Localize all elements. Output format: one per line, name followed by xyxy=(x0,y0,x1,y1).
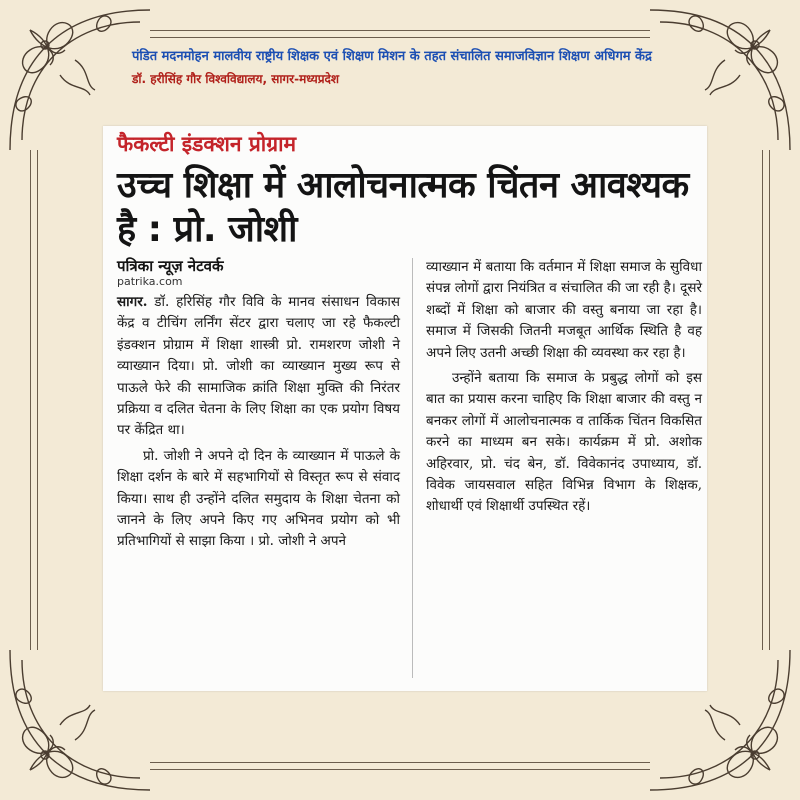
frame-border-bottom xyxy=(150,762,650,770)
article-paragraph-3: व्याख्यान में बताया कि वर्तमान में शिक्षा समाज के सुविधा संपन्न लोगों द्वारा नियंत्रित व संचालित की जा रही है। दूसरे शब्दों में शिक्षा को बाजार की वस्तु बनाया जा रहा है। समाज में जिसकी जितनी मजबूत आर्थिक स्थिति है वह अपने लिए उतनी अच्छी शिक्षा की व्यवस्था कर रहा है। xyxy=(426,259,702,361)
frame-border-top xyxy=(150,30,650,38)
article-column-right xyxy=(426,257,702,518)
newspaper-clipping xyxy=(103,126,707,691)
article-kicker: फैकल्टी इंडक्शन प्रोग्राम xyxy=(117,132,297,156)
column-divider xyxy=(412,258,413,678)
dateline: सागर. xyxy=(117,294,148,310)
article-byline: पत्रिका न्यूज़ नेटवर्क xyxy=(117,257,224,275)
frame-border-right xyxy=(762,150,770,650)
article-paragraph-2: प्रो. जोशी ने अपने दो दिन के व्याख्यान में पाऊले के शिक्षा दर्शन के बारे में सहभागियों से विस्तृत रूप से संवाद किया। साथ ही उन्होंने दलित समुदाय के शिक्षा चेतना को जानने के लिए अपने किए गए अभिनव प्रयोग को भी प्रतिभागियों से साझा किया । प्रो. जोशी ने अपने xyxy=(117,447,400,550)
article-source-site: patrika.com xyxy=(117,275,183,288)
article-headline: उच्च शिक्षा में आलोचनात्मक चिंतन आवश्यक है : प्रो. जोशी xyxy=(117,165,689,250)
article-paragraph-4: उन्होंने बताया कि समाज के प्रबुद्ध लोगों को इस बात का प्रयास करना चाहिए कि शिक्षा बाजार की वस्तु न बनकर लोगों में आलोचनात्मक व तार्किक चिंतन विकसित करने का माध्यम बन सके। कार्यक्रम में प्रो. अशोक अहिरवार, प्रो. चंद बेन, डॉ. विवेकानंद उपाध्याय, डॉ. विवेक जायसवाल सहित विभिन्न विभाग के शिक्षक, शोधार्थी एवं शिक्षार्थी उपस्थित रहें। xyxy=(426,370,702,515)
frame-border-left xyxy=(30,150,38,650)
article-paragraph-1: सागर. डॉ. हरिसिंह गौर विवि के मानव संसाधन विकास केंद्र व टीचिंग लर्निंग सेंटर द्वारा चलाए जा रहे फैकल्टी इंडक्शन प्रोग्राम में शिक्षा शास्त्री प्रो. रामशरण जोशी ने व्याख्यान दिया। प्रो. जोशी का व्याख्यान मुख्य रूप से पाऊले फेरे की सामाजिक क्रांति शिक्षा मुक्ति की निरंतर प्रक्रिया व दलित चेतना के लिए शिक्षा का एक प्रयोग विषय पर केंद्रित था। xyxy=(117,294,400,439)
header-subtitle: डॉ. हरीसिंह गौर विश्वविद्यालय, सागर-मध्यप्रदेश xyxy=(132,72,340,86)
article-column-left xyxy=(117,292,400,553)
page-header xyxy=(132,48,672,87)
header-title: पंडित मदनमोहन मालवीय राष्ट्रीय शिक्षक एवं शिक्षण मिशन के तहत संचालित समाजविज्ञान शिक्षण अधिगम केंद्र xyxy=(132,49,652,64)
